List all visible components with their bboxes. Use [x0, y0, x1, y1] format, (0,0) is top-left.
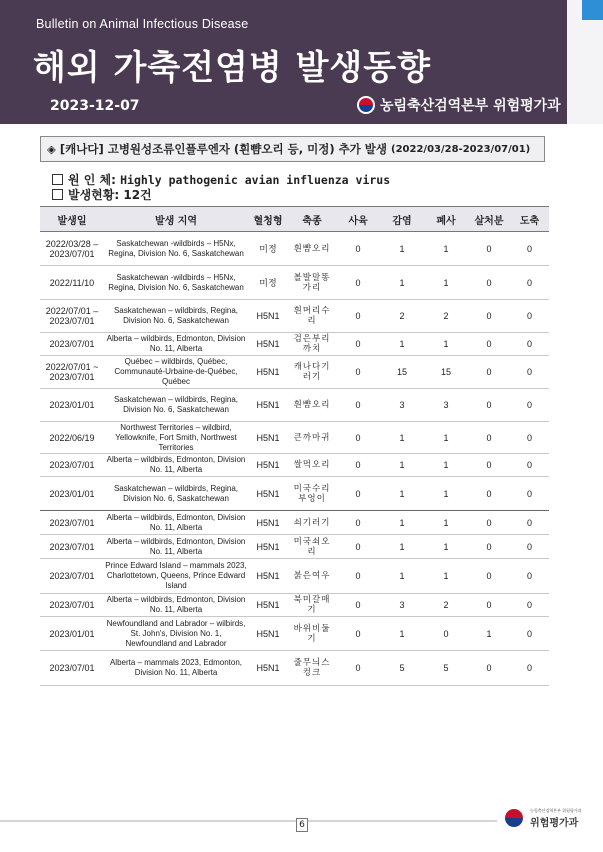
table-row — [40, 477, 549, 511]
cell-species: 미국수리부엉이 — [288, 477, 336, 511]
table-row — [40, 356, 549, 389]
cell-date: 2023/07/01 — [40, 559, 104, 594]
cell-slaughtered: 0 — [510, 266, 549, 300]
cell-slaughtered: 0 — [510, 617, 549, 651]
cell-infected: 1 — [380, 232, 424, 266]
cell-infected: 1 — [380, 454, 424, 477]
table-row — [40, 535, 549, 559]
cell-dead: 1 — [424, 266, 468, 300]
section-heading: [캐나다] 고병원성조류인플루엔자 (흰뺨오리 등, 미정) 추가 발생 — [59, 142, 388, 156]
cell-dead: 1 — [424, 422, 468, 454]
cell-serotype: H5N1 — [248, 617, 288, 651]
cause-line — [52, 173, 390, 188]
cell-date: 2023/01/01 — [40, 389, 104, 422]
cell-species: 흰머리수리 — [288, 300, 336, 333]
cell-serotype: H5N1 — [248, 535, 288, 559]
cell-dead: 15 — [424, 356, 468, 389]
cell-date: 2023/07/01 — [40, 651, 104, 686]
table-row — [40, 300, 549, 333]
cell-serotype: H5N1 — [248, 559, 288, 594]
cell-region: Saskatchewan -wildbirds – H5Nx, Regina, Division No. 6, Saskatchewan — [104, 266, 248, 300]
table-body — [40, 232, 549, 686]
cell-culled: 0 — [468, 422, 510, 454]
cell-slaughtered: 0 — [510, 422, 549, 454]
cell-species: 쇠기러기 — [288, 511, 336, 535]
cell-date: 2022/06/19 — [40, 422, 104, 454]
cell-culled: 0 — [468, 477, 510, 511]
cell-species: 북미갈매기 — [288, 594, 336, 617]
footer-divider — [0, 820, 497, 822]
page-title: 해외 가축전염병 발생동향 — [33, 48, 431, 88]
cell-dead: 0 — [424, 617, 468, 651]
cell-region: Alberta – wildbirds, Edmonton, Division No. 11, Alberta — [104, 454, 248, 477]
table-row — [40, 389, 549, 422]
cell-infected: 1 — [380, 422, 424, 454]
cell-species: 흰뺨오리 — [288, 232, 336, 266]
cell-serotype: H5N1 — [248, 651, 288, 686]
cell-raised: 0 — [336, 651, 380, 686]
checkbox-icon — [52, 174, 63, 185]
cell-raised: 0 — [336, 356, 380, 389]
cell-date: 2023/07/01 — [40, 594, 104, 617]
cell-slaughtered: 0 — [510, 389, 549, 422]
cell-culled: 0 — [468, 300, 510, 333]
cell-region: Alberta – wildbirds, Edmonton, Division No. 11, Alberta — [104, 511, 248, 535]
column-header: 사육 — [336, 207, 380, 232]
cell-species: 큰까마귀 — [288, 422, 336, 454]
cell-serotype: H5N1 — [248, 356, 288, 389]
table-row — [40, 617, 549, 651]
cell-slaughtered: 0 — [510, 232, 549, 266]
table-header-row — [40, 207, 549, 232]
cell-slaughtered: 0 — [510, 511, 549, 535]
cell-dead: 1 — [424, 559, 468, 594]
cell-species: 줄무늬스컹크 — [288, 651, 336, 686]
government-seal-icon — [503, 807, 525, 829]
cell-region: Alberta – wildbirds, Edmonton, Division No. 11, Alberta — [104, 333, 248, 356]
cell-raised: 0 — [336, 333, 380, 356]
cell-infected: 5 — [380, 651, 424, 686]
cell-date: 2022/03/28 – 2023/07/01 — [40, 232, 104, 266]
footer-logo-text — [530, 808, 582, 829]
bulletin-label: Bulletin on Animal Infectious Disease — [36, 17, 249, 31]
cell-dead: 1 — [424, 535, 468, 559]
cell-infected: 1 — [380, 535, 424, 559]
table-row — [40, 651, 549, 686]
cell-raised: 0 — [336, 617, 380, 651]
table-row — [40, 559, 549, 594]
cell-region: Saskatchewan – wildbirds, Regina, Division No. 6, Saskatchewan — [104, 389, 248, 422]
cell-culled: 0 — [468, 594, 510, 617]
cell-region: Alberta – wildbirds, Edmonton, Division No. 11, Alberta — [104, 535, 248, 559]
table-row — [40, 594, 549, 617]
cell-serotype: H5N1 — [248, 333, 288, 356]
cell-region: Alberta – mammals 2023, Edmonton, Division No. 11, Alberta — [104, 651, 248, 686]
cell-dead: 2 — [424, 594, 468, 617]
cell-infected: 1 — [380, 511, 424, 535]
cell-culled: 0 — [468, 651, 510, 686]
cell-raised: 0 — [336, 300, 380, 333]
cell-infected: 1 — [380, 333, 424, 356]
cell-date: 2023/01/01 — [40, 617, 104, 651]
government-seal-icon — [357, 96, 375, 114]
cell-raised: 0 — [336, 477, 380, 511]
cell-raised: 0 — [336, 389, 380, 422]
column-header: 발생일 — [40, 207, 104, 232]
table-row — [40, 511, 549, 535]
cell-serotype: H5N1 — [248, 422, 288, 454]
agency-name — [357, 95, 561, 115]
cell-raised: 0 — [336, 594, 380, 617]
cell-date: 2022/11/10 — [40, 266, 104, 300]
cell-species: 쌀먹오리 — [288, 454, 336, 477]
cell-culled: 1 — [468, 617, 510, 651]
cell-slaughtered: 0 — [510, 651, 549, 686]
column-header: 발생 지역 — [104, 207, 248, 232]
cell-serotype: H5N1 — [248, 511, 288, 535]
cell-slaughtered: 0 — [510, 454, 549, 477]
cause-value: Highly pathogenic avian influenza virus — [120, 173, 391, 187]
cell-infected: 1 — [380, 559, 424, 594]
cell-slaughtered: 0 — [510, 333, 549, 356]
cell-culled: 0 — [468, 232, 510, 266]
cell-dead: 2 — [424, 300, 468, 333]
column-header: 축종 — [288, 207, 336, 232]
checkbox-icon — [52, 189, 63, 200]
header-banner — [0, 0, 567, 124]
cell-raised: 0 — [336, 232, 380, 266]
section-period: (2022/03/28-2023/07/01) — [391, 143, 531, 155]
cell-serotype: H5N1 — [248, 454, 288, 477]
cell-species: 볼발말똥가리 — [288, 266, 336, 300]
outbreak-table — [40, 206, 549, 686]
table-row — [40, 422, 549, 454]
cell-dead: 1 — [424, 232, 468, 266]
issue-date: 2023-12-07 — [50, 98, 140, 114]
cell-date: 2023/01/01 — [40, 477, 104, 511]
cell-serotype: H5N1 — [248, 477, 288, 511]
cell-region: Newfoundland and Labrador – wilbirds, St. John's, Division No. 1, Newfoundland and Labrador — [104, 617, 248, 651]
cell-infected: 3 — [380, 594, 424, 617]
cell-slaughtered: 0 — [510, 535, 549, 559]
cell-serotype: H5N1 — [248, 389, 288, 422]
cell-raised: 0 — [336, 422, 380, 454]
cell-species: 캐나다기러기 — [288, 356, 336, 389]
cell-raised: 0 — [336, 454, 380, 477]
table-row — [40, 232, 549, 266]
cell-date: 2023/07/01 — [40, 333, 104, 356]
cause-label: 원 인 체: — [68, 173, 116, 187]
cell-raised: 0 — [336, 266, 380, 300]
cell-culled: 0 — [468, 454, 510, 477]
cell-raised: 0 — [336, 559, 380, 594]
table-row — [40, 333, 549, 356]
footer-logo — [503, 807, 582, 829]
cell-date: 2022/07/01 ~ 2023/07/01 — [40, 356, 104, 389]
column-header: 도축 — [510, 207, 549, 232]
cell-slaughtered: 0 — [510, 356, 549, 389]
cell-species: 붉은여우 — [288, 559, 336, 594]
cell-date: 2023/07/01 — [40, 535, 104, 559]
cell-culled: 0 — [468, 511, 510, 535]
cell-date: 2022/07/01 – 2023/07/01 — [40, 300, 104, 333]
cell-date: 2023/07/01 — [40, 454, 104, 477]
cell-dead: 1 — [424, 333, 468, 356]
cell-species: 검은부리까치 — [288, 333, 336, 356]
diamond-marker-icon: ◈ — [47, 142, 56, 156]
cell-serotype: 미정 — [248, 232, 288, 266]
cell-dead: 1 — [424, 454, 468, 477]
cell-culled: 0 — [468, 356, 510, 389]
table-row — [40, 454, 549, 477]
column-header: 폐사 — [424, 207, 468, 232]
table-row — [40, 266, 549, 300]
accent-block — [582, 0, 603, 20]
cell-species: 바위비둘기 — [288, 617, 336, 651]
cell-serotype: H5N1 — [248, 300, 288, 333]
footer-logo-small: 농림축산검역본부 위험평가과 — [530, 807, 582, 813]
agency-label: 농림축산검역본부 위험평가과 — [380, 98, 561, 114]
footer-logo-big: 위험평가과 — [530, 817, 579, 829]
cell-region: Prince Edward Island – mammals 2023, Charlottetown, Queens, Prince Edward Island — [104, 559, 248, 594]
cell-dead: 5 — [424, 651, 468, 686]
cell-slaughtered: 0 — [510, 477, 549, 511]
cell-dead: 1 — [424, 477, 468, 511]
status-label: 발생현황: — [68, 188, 120, 202]
cell-region: Saskatchewan – wildbirds, Regina, Division No. 6, Saskatchewan — [104, 300, 248, 333]
status-line — [52, 188, 390, 203]
cell-infected: 3 — [380, 389, 424, 422]
column-header: 감염 — [380, 207, 424, 232]
cell-species: 흰뺨오리 — [288, 389, 336, 422]
cell-region: Northwest Territories – wildbird, Yellowknife, Fort Smith, Northwest Territories — [104, 422, 248, 454]
cell-slaughtered: 0 — [510, 594, 549, 617]
cell-raised: 0 — [336, 511, 380, 535]
status-value: 12건 — [123, 188, 152, 202]
cell-dead: 3 — [424, 389, 468, 422]
side-accent — [567, 0, 603, 124]
cell-raised: 0 — [336, 535, 380, 559]
cell-culled: 0 — [468, 266, 510, 300]
cell-dead: 1 — [424, 511, 468, 535]
cell-infected: 1 — [380, 477, 424, 511]
cell-region: Saskatchewan – wildbirds, Regina, Division No. 6, Saskatchewan — [104, 477, 248, 511]
cell-infected: 15 — [380, 356, 424, 389]
cell-infected: 1 — [380, 266, 424, 300]
cell-region: Alberta – wildbirds, Edmonton, Division No. 11, Alberta — [104, 594, 248, 617]
cell-slaughtered: 0 — [510, 300, 549, 333]
column-header: 혈청형 — [248, 207, 288, 232]
section-heading-box — [40, 136, 545, 162]
cell-infected: 1 — [380, 617, 424, 651]
cell-date: 2023/07/01 — [40, 511, 104, 535]
summary-info — [52, 173, 390, 203]
cell-culled: 0 — [468, 535, 510, 559]
cell-serotype: 미정 — [248, 266, 288, 300]
cell-infected: 2 — [380, 300, 424, 333]
column-header: 살처분 — [468, 207, 510, 232]
cell-species: 미국쇠오리 — [288, 535, 336, 559]
cell-serotype: H5N1 — [248, 594, 288, 617]
cell-culled: 0 — [468, 559, 510, 594]
cell-culled: 0 — [468, 333, 510, 356]
cell-region: Québec – wildbirds, Québec, Communauté-Urbaine-de-Québec, Québec — [104, 356, 248, 389]
cell-slaughtered: 0 — [510, 559, 549, 594]
cell-region: Saskatchewan -wildbirds – H5Nx, Regina, Division No. 6, Saskatchewan — [104, 232, 248, 266]
cell-culled: 0 — [468, 389, 510, 422]
page-number: 6 — [296, 818, 308, 832]
